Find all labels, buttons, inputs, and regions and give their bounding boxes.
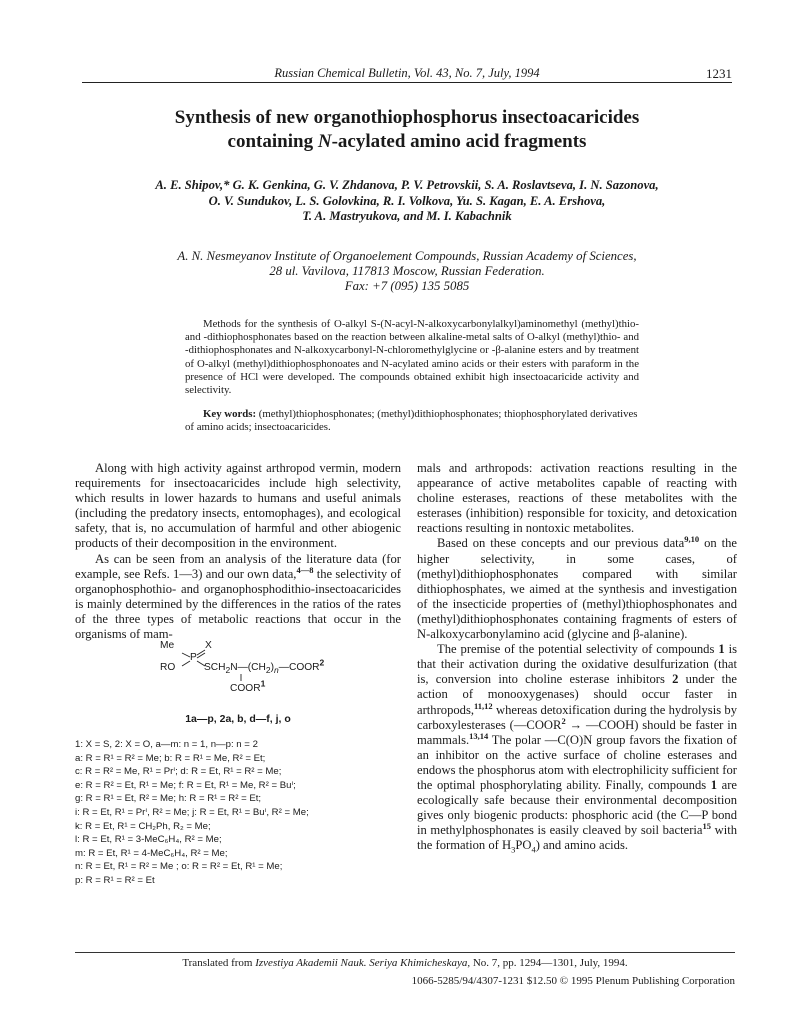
authors-line-1: A. E. Shipov,* G. K. Genkina, G. V. Zhdanova, P. V. Petrovskii, S. A. Roslavtseva, I. N. Sazonova, xyxy=(155,178,659,192)
subscript: 4 xyxy=(531,844,536,855)
p3-text-f: The polar —C(O)N group favors the fixation of an inhibitor on the active surface of choline esterases and endows the phosphorus atom with electrophilicity sufficient for the optimal phosphorylating ability. Finally, compounds xyxy=(417,732,737,792)
compound-ref: 2 xyxy=(672,672,679,687)
superscript: 2 xyxy=(561,715,566,726)
substituent-line: c: R = R² = Me, R¹ = Prⁱ; d: R = Et, R¹ = R² = Me; xyxy=(75,766,282,778)
chemical-structure xyxy=(160,638,360,708)
title-line-2-pre: containing xyxy=(227,131,318,152)
p3-text-g: are ecologically safe because their environmental decomposition gives only biogenic products: phosphoric acid (the C—P bond in methylphosphonates is easily cleaved by soil bacteria xyxy=(417,777,737,838)
right-p2-text-a: Based on these concepts and our previous data xyxy=(437,536,685,551)
affiliation xyxy=(82,249,732,294)
right-paragraph-1: mals and arthropods: activation reactions resulting in the appearance of active metabolites capable of reacting with choline esterases, reactions of these metabolites with the esterases (inhibition) responsible for toxicity, and detoxication reactions resulting in nontoxic metabolites. xyxy=(417,461,737,536)
authors-line-3: T. A. Mastryukova, and M. I. Kabachnik xyxy=(302,209,512,223)
chain-n: n xyxy=(274,665,279,676)
substituent-list xyxy=(75,738,405,888)
substituent-line: e: R = R² = Et, R¹ = Me; f: R = Et, R¹ = Me, R² = Buⁱ; xyxy=(75,779,296,791)
structure-coor xyxy=(230,678,266,694)
right-paragraph-2 xyxy=(417,536,737,642)
reference-marker: 4—8 xyxy=(296,564,314,575)
compound-label: 1a—p, 2a, b, d—f, j, o xyxy=(185,713,291,725)
reference-marker: 9,10 xyxy=(684,534,700,545)
chain-part-a: SCH xyxy=(204,662,226,673)
copyright-line: 1066-5285/94/4307-1231 $12.50 © 1995 Plenum Publishing Corporation xyxy=(411,975,735,987)
substituent-line: i: R = Et, R¹ = Prⁱ, R² = Me; j: R = Et, R¹ = Buⁱ, R² = Me; xyxy=(75,806,309,818)
title-line-2-italic: N xyxy=(317,131,332,152)
reference-marker: 15 xyxy=(702,821,711,832)
substituent-line: g: R = R¹ = Et, R² = Me; h: R = R¹ = R² = Et; xyxy=(75,793,262,805)
reference-marker: 13,14 xyxy=(469,730,489,741)
affiliation-line-1: A. N. Nesmeyanov Institute of Organoelement Compounds, Russian Academy of Sciences, xyxy=(177,249,637,263)
p3-text-c: under the action of monooxygenases) should occur faster in arthropods, xyxy=(417,672,737,717)
affiliation-line-2: 28 ul. Vavilova, 117813 Moscow, Russian Federation. xyxy=(269,264,545,278)
p3-text-b: is that their activation during the oxidative desulfurization (that is, conversion into choline esterase inhibitors xyxy=(417,642,737,687)
structure-x: X xyxy=(205,640,212,651)
substituent-line: n: R = Et, R¹ = R² = Me ; o: R = R² = Et, R¹ = Me; xyxy=(75,861,283,873)
compound-ref: 1 xyxy=(718,642,725,657)
chain-part-c: ) xyxy=(270,662,275,673)
translation-note xyxy=(75,957,735,969)
chain-sup: 2 xyxy=(319,657,325,668)
reference-marker: 11,12 xyxy=(474,700,493,711)
left-column xyxy=(75,461,401,642)
journal-citation: Russian Chemical Bulletin, Vol. 43, No. 7, July, 1994 xyxy=(274,66,540,80)
structure-chain xyxy=(204,657,325,676)
p3-text-i: PO xyxy=(515,838,532,853)
structure-bonds xyxy=(160,638,360,708)
subscript: 3 xyxy=(511,844,516,855)
authors-line-2: O. V. Sundukov, L. S. Golovkina, R. I. Volkova, Yu. S. Kagan, E. A. Ershova, xyxy=(208,193,606,208)
left-p2-text-a: As can be seen from an analysis of the literature data (for example, see Refs. 1—3) and our own data, xyxy=(75,551,401,581)
left-paragraph-2 xyxy=(75,552,401,643)
p3-text-j: ) and amino acids. xyxy=(535,838,629,853)
coor-text: COOR xyxy=(230,683,261,694)
substituent-line: k: R = Et, R¹ = CH₂Ph, R₂ = Me; xyxy=(75,820,211,832)
chain-part-b: N—(CH xyxy=(230,662,266,673)
translation-journal: Izvestiya Akademii Nauk. Seriya Khimicheskaya, xyxy=(255,957,471,969)
author-list xyxy=(82,178,732,225)
p3-text-d: whereas detoxification during the hydrolysis by carboxylesterases (—COOR xyxy=(417,702,737,732)
keywords-text: (methyl)thiophosphonates; (methyl)dithiophosphonates; thiophosphorylated derivatives of amino acids; insectoacaricides. xyxy=(185,408,638,434)
structure-me: Me xyxy=(160,640,175,651)
left-p2-text-b: the selectivity of organophosphothio- and organophosphodithio-insectoacaricides is mainly determined by the differences in the ratios of the rates of the three types of metabolic reactions that occur in the organisms of mam- xyxy=(75,566,401,642)
footer-rule xyxy=(75,952,735,953)
p3-text-a: The premise of the potential selectivity of compounds xyxy=(437,642,719,657)
substituent-line: 1: X = S, 2: X = O, a—m: n = 1, n—p: n = 2 xyxy=(75,739,258,750)
chain-sub-2: 2 xyxy=(265,665,271,676)
title-line-1: Synthesis of new organothiophosphorus insectoacaricides xyxy=(174,107,640,128)
right-paragraph-3 xyxy=(417,642,737,853)
structure-phosphorus: P xyxy=(190,652,197,663)
chain-sub-1: 2 xyxy=(225,665,231,676)
substituent-line: a: R = R¹ = R² = Me; b: R = R¹ = Me, R² = Et; xyxy=(75,752,266,764)
p3-text-e: → —COOH) should be faster in mammals. xyxy=(417,717,737,747)
compound-ref: 1 xyxy=(710,777,718,792)
coor-sup: 1 xyxy=(260,678,266,689)
running-header xyxy=(82,66,732,83)
keywords-label: Key words: xyxy=(203,408,257,420)
structure-ro: RO xyxy=(160,662,176,673)
right-p2-text-b: on the higher selectivity, in some cases, of (methyl)dithiophosphonates compared with similar dithiophosphates, we aimed at the synthesis and investigation of the insecticide properties of (methyl)thiophosphonates and (methyl)dithiophosphonates containing fragments of esters of N-alkoxycarbonylamino acid (glycine and β-alanine). xyxy=(417,536,737,642)
substituent-line: m: R = Et, R¹ = 4-MeC₆H₄, R² = Me; xyxy=(75,847,228,859)
substituent-line: l: R = Et, R¹ = 3-MeC₆H₄, R² = Me; xyxy=(75,834,222,846)
page-number: 1231 xyxy=(706,66,732,81)
title-line-2-post: -acylated amino acid fragments xyxy=(331,131,587,152)
p3-text-h: with the formation of H xyxy=(417,823,738,853)
keywords xyxy=(185,408,639,434)
title-line-2 xyxy=(82,130,732,154)
left-paragraph-1: Along with high activity against arthropod vermin, modern requirements for insectoacaricides include high selectivity, which results in lower hazards to humans and useful animals (including the predatory insects, entomophages), and ecological safety, that is, no accumulation of harmful and other abiogenic products of their decomposition in the environment. xyxy=(75,461,401,551)
affiliation-line-3: Fax: +7 (095) 135 5085 xyxy=(344,279,470,293)
translation-text-a: Translated from xyxy=(182,957,256,969)
translation-text-b: No. 7, pp. 1294—1301, July, 1994. xyxy=(470,957,628,969)
article-title xyxy=(82,106,732,154)
right-column xyxy=(417,461,737,853)
abstract: Methods for the synthesis of O-alkyl S-(N-acyl-N-alkoxycarbonylalkyl)aminomethyl (methyl)thio- and -dithiophosphonates based on the reaction between alkaline-metal salts of O-alkyl (methyl)thio- and -dithiophosphonates and N-alkoxycarbonyl-N-chloromethylglycine or -β-alanine esters and by treatment of O-alkyl (methyl)dithiophosphonoates and N-acylated amino acids or their esters with paraform in the presence of HCl were developed. The compounds obtained exhibit high insectoacaricide activity and selectivity. xyxy=(185,318,639,397)
substituent-line: p: R = R¹ = R² = Et xyxy=(75,874,155,886)
chain-part-d: —COOR xyxy=(278,662,320,673)
